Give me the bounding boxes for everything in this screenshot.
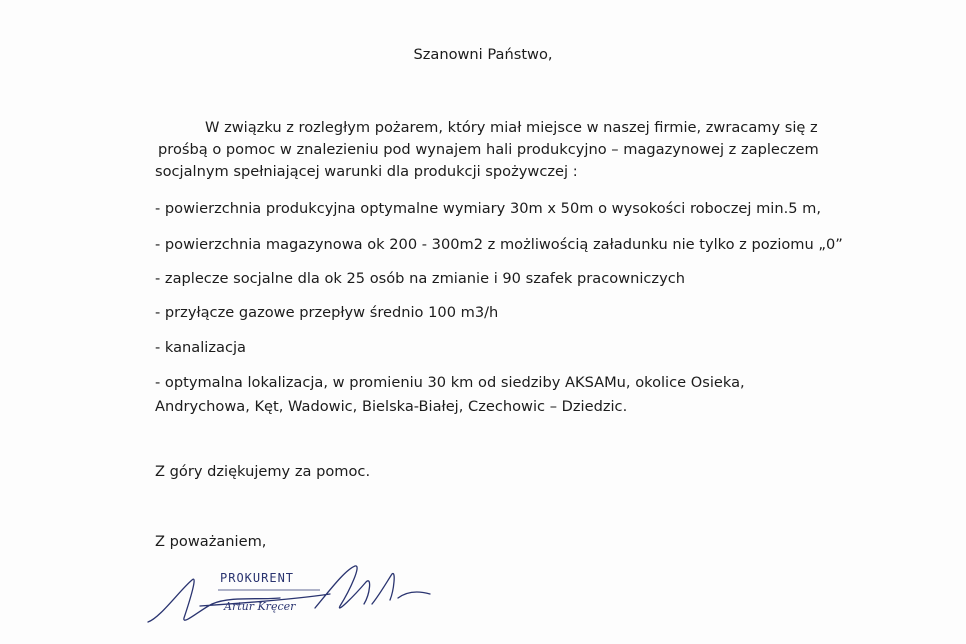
stamp-title: PROKURENT: [220, 571, 295, 585]
salutation: Szanowni Państwo,: [413, 46, 553, 63]
requirement-location-line-1: - optymalna lokalizacja, w promieniu 30 km od siedziby AKSAMu, okolice Osieka,: [155, 374, 745, 391]
requirement-location-line-2: Andrychowa, Kęt, Wadowic, Bielska-Białej, Czechowic – Dziedzic.: [155, 398, 628, 415]
intro-line-3: socjalnym spełniającej warunki dla produkcji spożywczej :: [155, 163, 578, 180]
requirement-gas-connection: - przyłącze gazowe przepływ średnio 100 m3/h: [155, 304, 499, 321]
intro-line-2: prośbą o pomoc w znalezieniu pod wynajem hali produkcyjno – magazynowej z zapleczem: [158, 141, 819, 158]
intro-line-1: W związku z rozległym pożarem, który miał miejsce w naszej firmie, zwracamy się z: [205, 119, 818, 136]
thanks-line: Z góry dziękujemy za pomoc.: [155, 463, 371, 480]
requirement-storage-area: - powierzchnia magazynowa ok 200 - 300m2 z możliwością załadunku nie tylko z poziomu „0”: [155, 236, 843, 253]
signature-stamp: [140, 560, 440, 644]
requirement-production-area: - powierzchnia produkcyjna optymalne wymiary 30m x 50m o wysokości roboczej min.5 m,: [155, 200, 822, 217]
closing-line: Z poważaniem,: [155, 533, 267, 550]
requirement-social-facilities: - zaplecze socjalne dla ok 25 osób na zmianie i 90 szafek pracowniczych: [155, 270, 686, 287]
requirement-sewage: - kanalizacja: [155, 339, 246, 356]
stamp-name: Artur Kręcer: [224, 600, 296, 613]
